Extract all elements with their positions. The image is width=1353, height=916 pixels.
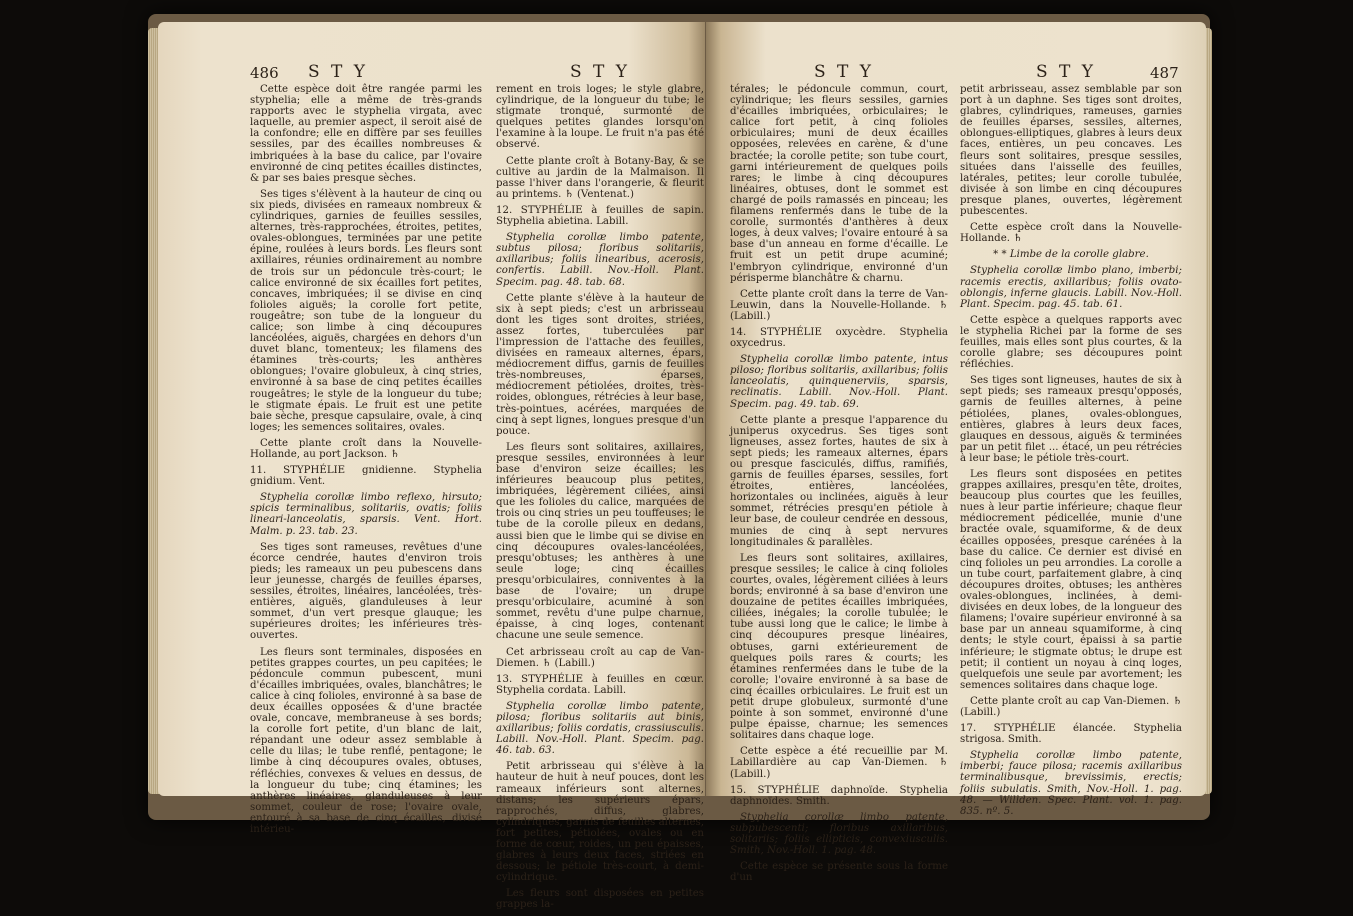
paragraph: Ses tiges sont ligneuses, hautes de six à sept pieds; ses rameaux presqu'opposés, garnis de feuilles alternes, à peine pétiolées, planes, ovales-oblongues, entières, glabres à leurs deux faces, glauques en dessous, aiguës & terminées par un petit filet ... étacé, un peu rétrécies à leur base; le pétiole très-court. — [960, 375, 1182, 464]
left-page-column-2 — [496, 84, 704, 916]
latin-diagnosis: Styphelia corollæ limbo plano, imberbi; racemis erectis, axillaribus; foliis ovato-oblongis, inferne glaucis. Labill. Nov.-Holl. Plant. Specim. pag. 45. tab. 61. — [960, 265, 1182, 310]
species-heading: 15. STYPHÉLIE daphnoïde. Styphelia daphnoïdes. Smith. — [730, 784, 948, 807]
right-page-column-1 — [730, 84, 948, 888]
page-number-left: 486 — [250, 64, 279, 82]
running-head-left-col1: S T Y — [308, 62, 369, 82]
species-heading: 13. STYPHÉLIE à feuilles en cœur. Styphelia cordata. Labill. — [496, 673, 704, 696]
right-page-column-2 — [960, 84, 1182, 822]
paragraph: Cette plante croît à Botany-Bay, & se cultive au jardin de la Malmaison. Il passe l'hiver dans l'orangerie, & fleurit au printems. ♄ (Ventenat.) — [496, 155, 704, 200]
paragraph: Cette plante croît dans la Nouvelle-Hollande, au port Jackson. ♄ — [250, 437, 482, 460]
paragraph: Cette plante a presque l'apparence du juniperus oxycedrus. Ses tiges sont ligneuses, assez fortes, hautes de six à sept pieds; les rameaux alternes, épars ou presque fasciculés, diffus, ramifiés, garnis de feuilles éparses, sessiles, fort étroites, entières, lancéolées, horizontales ou inclinées, aiguës à leur sommet, rétrécies presqu'en pétiole à leur base, de couleur cendrée en dessous, munies de cinq à sept nervures longitudinales & parallèles. — [730, 414, 948, 548]
paragraph: térales; le pédoncule commun, court, cylindrique; les fleurs sessiles, garnies d'écailles imbriquées, orbiculaires; le calice fort petit, à cinq folioles orbiculaires; muni de deux écailles opposées, relevées en carène, & d'une bractée; la corolle petite; son tube court, garni intérieurement de quelques poils rares; le limbe à cinq découpures linéaires, obtuses, dont le sommet est chargé de poils ramassés en pinceau; les filamens renfermés dans le tube de la corolle, surmontés d'anthères à deux loges, à deux valves; l'ovaire entouré à sa base d'un anneau en forme d'écaille. Le fruit est un petit drupe acuminé; l'embryon cylindrique, environné d'un périsperme blanchâtre & charnu. — [730, 84, 948, 284]
paragraph: Les fleurs sont disposées en petites grappes la- — [496, 888, 704, 911]
latin-diagnosis: Styphelia corollæ limbo patente, subpubescenti; floribus axillaribus, solitariis; foliis ellipticis, convexiusculis. Smith, Nov.-Holl. 1. pag. 48. — [730, 811, 948, 857]
running-head-right-col2: S T Y — [1036, 62, 1097, 82]
paragraph: Cette espèce doit être rangée parmi les styphelia; elle a même de très-grands rapports avec le styphelia virgata, avec laquelle, au premier aspect, il seroit aisé de la confondre; elle en diffère par ses feuilles sessiles, par des écailles nombreuses & imbriquées à la base du calice, par l'ovaire environné de cinq petites écailles distinctes, & par ses baies presque sèches. — [250, 84, 482, 184]
latin-diagnosis: Styphelia corollæ limbo patente, subtus pilosa; floribus solitariis, axillaribus; foliis linearibus, acerosis, confertis. Labill. Nov.-Holl. Plant. Specim. pag. 48. tab. 68. — [496, 232, 704, 288]
species-heading: 14. STYPHÉLIE oxycèdre. Styphelia oxycedrus. — [730, 326, 948, 350]
paragraph: Les fleurs sont disposées en petites grappes axillaires, presqu'en tête, droites, beaucoup plus courtes que les feuilles, nues à leur partie inférieure; chaque fleur médiocrement pédicellée, munie d'une bractée ovale, squamiforme, & de deux écailles opposées, presque carénées à la base du calice. Ce dernier est divisé en cinq folioles un peu arrondies. La corolle a un tube court, parfaitement glabre, à cinq découpures droites, obtuses; les anthères ovales-oblongues, inclinées, à demi-divisées en deux lobes, de la longueur des filamens; l'ovaire supérieur environné à sa base par un anneau squamiforme, à cinq dents; le style court, épaissi à sa partie inférieure; le stigmate obtus; le drupe est petit; il contient un noyau à cinq loges, quelquefois une seule par avortement; les semences solitaires dans chaque loge. — [960, 469, 1182, 691]
paragraph: rement en trois loges; le style glabre, cylindrique, de la longueur du tube; le stigmate tronqué, surmonté de quelques petites glandes lorsqu'on l'examine à la loupe. Le fruit n'a pas été observé. — [496, 84, 704, 151]
paragraph: Cet arbrisseau croît au cap de Van-Diemen. ♄ (Labill.) — [496, 646, 704, 669]
species-heading: 17. STYPHÉLIE élancée. Styphelia strigosa. Smith. — [960, 723, 1182, 746]
paragraph: Cette espèce se présente sous la forme d'un — [730, 861, 948, 884]
latin-diagnosis: Styphelia corollæ limbo patente, pilosa; floribus solitariis aut binis, axillaribus; foliis cordatis, crassiusculis. Labill. Nov.-Holl. Plant. Specim. pag. 46. tab. 63. — [496, 700, 704, 757]
paragraph: Cette espèce a quelques rapports avec le styphelia Richei par la forme de ses feuilles, mais elles sont plus courtes, & la corolle glabre; ses découpures point réfléchies. — [960, 314, 1182, 371]
paragraph: petit arbrisseau, assez semblable par son port à un daphne. Ses tiges sont droites, glabres, cylindriques, rameuses, garnies de feuilles éparses, sessiles, alternes, oblongues-elliptiques, glabres à leurs deux faces, entières, un peu concaves. Les fleurs sont solitaires, presque sessiles, situées dans l'aisselle des feuilles, latérales, petites; leur corolle tubulée, divisée à son limbe en cinq découpures presque planes, ouvertes, légèrement pubescentes. — [960, 84, 1182, 218]
paragraph: Cette espèce croît dans la Nouvelle-Hollande. ♄ — [960, 222, 1182, 245]
left-page — [158, 22, 705, 911]
paragraph: Les fleurs sont solitaires, axillaires, presque sessiles, environnées à leur base d'environ seize écailles; les inférieures beaucoup plus petites, imbriquées, légèrement ciliées, ainsi que les folioles du calice, marquées de trois ou cinq stries un peu touffeuses; le tube de la corolle pileux en dedans, aussi bien que le limbe qui se divise en cinq découpures ovales-lancéolées, presqu'obtuses; les anthères à une seule loge; cinq écailles presqu'orbiculaires, conniventes à la base de l'ovaire; un drupe presqu'orbiculaire, acuminé à son sommet, revêtu d'une pulpe charnue, épaisse, à cinq loges, contenant chacune une seule semence. — [496, 441, 704, 642]
paragraph: Les fleurs sont terminales, disposées en petites grappes courtes, un peu capitées; le pédoncule commun pubescent, muni d'écailles imbriquées, ovales, blanchâtres; le calice à cinq folioles, environné à sa base de deux écailles opposées & d'une bractée ovale, concave, membraneuse à ses bords; la corolle fort petite, d'un blanc de lait, répandant une odeur assez semblable à celle du lilas; le tube renflé, pentagone; le limbe à cinq découpures ovales, obtuses, réfléchies, convexes & velues en dessus, de la longueur du tube; cinq étamines; les anthères linéaires, glanduleuses à leur sommet, couleur de rose; l'ovaire ovale, entouré à sa base de cinq écailles, divisé intérieu- — [250, 646, 482, 835]
paragraph: Ses tiges sont rameuses, revêtues d'une écorce cendrée, hautes d'environ trois pieds; les rameaux un peu pubescens dans leur jeunesse, chargés de feuilles éparses, sessiles, étroites, linéaires, lancéolées, très-entières, aiguës, glanduleuses à leur sommet, d'un vert presque glauque; les supérieures droites; les inférieures très-ouvertes. — [250, 541, 482, 642]
right-page — [706, 22, 1206, 884]
species-heading: 11. STYPHÉLIE gnidienne. Styphelia gnidium. Vent. — [250, 465, 482, 488]
latin-diagnosis: Styphelia corollæ limbo reflexo, hirsuto; spicis terminalibus, solitariis, ovatis; foliis lineari-lanceolatis, sparsis. Vent. Hort. Malm. p. 23. tab. 23. — [250, 492, 482, 537]
latin-diagnosis: Styphelia corollæ limbo patente, intus piloso; floribus solitariis, axillaribus; foliis lanceolatis, quinquenerviis, sparsis, reclinatis. Labill. Nov.-Holl. Plant. Specim. pag. 49. tab. 69. — [730, 354, 948, 410]
page-number-right: 487 — [1150, 64, 1179, 82]
paragraph: Cette espèce a été recueillie par M. Labillardière au cap Van-Diemen. ♄ (Labill.) — [730, 746, 948, 780]
running-head-left-col2: S T Y — [570, 62, 631, 82]
left-page-column-1 — [250, 84, 482, 840]
paragraph: Cette plante croît au cap Van-Diemen. ♄ (Labill.) — [960, 695, 1182, 718]
running-head-right-col1: S T Y — [814, 62, 875, 82]
paragraph: Cette plante croît dans la terre de Van-Leuwin, dans la Nouvelle-Hollande. ♄ (Labill.) — [730, 288, 948, 322]
paragraph: Ses tiges s'élèvent à la hauteur de cinq ou six pieds, divisées en rameaux nombreux & cylindriques, garnies de feuilles sessiles, alternes, très-rapprochées, étroites, petites, ovales-oblongues, terminées par une petite épine, roulées à leurs bords. Les fleurs sont axillaires, réunies ordinairement au nombre de trois sur un pédoncule très-court; le calice environné de six écailles fort petites, concaves, imbriquées; il se divise en cinq folioles aiguës; la corolle fort petite, rougeâtre; son tube de la longueur du calice; son limbe à cinq découpures lancéolées, aiguës, chargées en dehors d'un duvet blanc, tomenteux; les filamens des étamines très-courts; les anthères oblongues; l'ovaire globuleux, à cinq stries, environné à sa base de cinq petites écailles rougeâtres; le style de la longueur du tube; le stigmate épais. Le fruit est une petite baie sèche, presque capsulaire, ovale, à cinq loges; les semences solitaires, ovales. — [250, 188, 482, 433]
paragraph: Les fleurs sont solitaires, axillaires, presque sessiles; le calice à cinq folioles courtes, ovales, légèrement ciliées à leurs bords; environné à sa base d'environ une douzaine de petites écailles imbriquées, ciliées, inégales; la corolle tubulée; le tube aussi long que le calice; le limbe à cinq découpures presque linéaires, obtuses, garni extérieurement de quelques poils rares & courts; les étamines renfermées dans le tube de la corolle; l'ovaire environné à sa base de cinq écailles orbiculaires. Le fruit est un petit drupe globuleux, surmonté d'une pointe à son sommet, environné d'une pulpe épaisse, charnue; les semences solitaires dans chaque loge. — [730, 552, 948, 742]
species-heading: 12. STYPHÉLIE à feuilles de sapin. Styphelia abietina. Labill. — [496, 204, 704, 228]
paragraph: Cette plante s'élève à la hauteur de six à sept pieds; c'est un arbrisseau dont les tiges sont droites, striées, assez fortes, tuberculées par l'impression de l'attache des feuilles, divisées en rameaux alternes, épars, médiocrement diffus, garnis de feuilles très-nombreuses, éparses, médiocrement pétiolées, droites, très-roides, oblongues, rétrécies à leur base, très-pointues, acérées, marquées de cinq à sept lignes, longues presque d'un pouce. — [496, 292, 705, 437]
paragraph: Petit arbrisseau qui s'élève à la hauteur de huit à neuf pouces, dont les rameaux inférieurs sont alternes, distans; les supérieurs épars, rapprochés, diffus, glabres, cylindriques, garnis de feuilles alternes, fort petites, pétiolées, ovales ou en forme de cœur, roides, un peu épaisses, glabres à leurs deux faces, striées en dessous; le pétiole très-court, à demi-cylindrique. — [496, 761, 704, 884]
latin-diagnosis: Styphelia corollæ limbo patente, imberbi; fauce pilosa; racemis axillaribus terminalibusque, brevissimis, erectis; foliis subulatis. Smith, Nov.-Holl. 1. pag. 48. — Willden. Spec. Plant. vol. 1. pag. 835. nº. 5. — [960, 750, 1182, 817]
section-heading: * * Limbe de la corolle glabre. — [993, 249, 1149, 261]
